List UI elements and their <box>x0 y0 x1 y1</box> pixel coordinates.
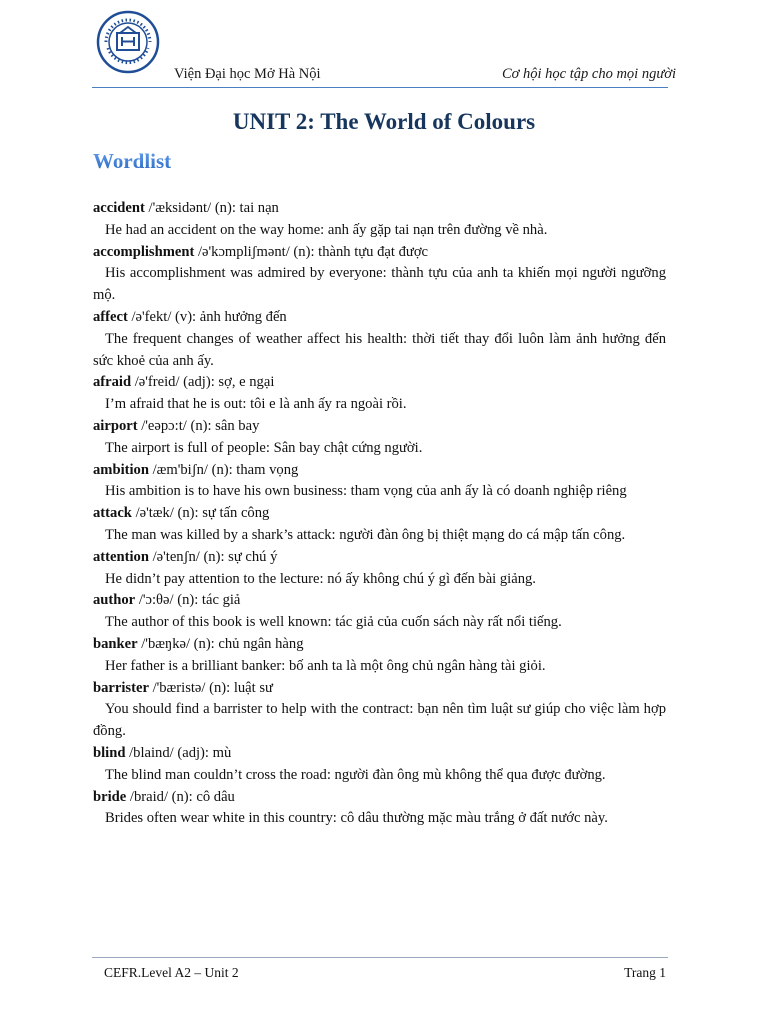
entry-example: Brides often wear white in this country: cô dâu thường mặc màu trắng ở đất nước này. <box>105 810 608 827</box>
vocab-entry <box>93 678 666 743</box>
institution-name: Viện Đại học Mở Hà Nội <box>174 66 321 82</box>
entry-headline <box>93 307 666 329</box>
entry-example: He didn’t pay attention to the lecture: nó ấy không chú ý gì đến bài giảng. <box>105 570 536 587</box>
page-number: Trang 1 <box>624 965 666 980</box>
entry-definition: /ə'kɔmpliʃmənt/ (n): thành tựu đạt được <box>194 243 429 260</box>
entry-word: ambition <box>93 461 149 478</box>
entry-headline <box>93 198 666 220</box>
entry-example: The frequent changes of weather affect his health: thời tiết thay đổi luôn làm ảnh hưởng đến sức khoẻ của anh ấy. <box>93 330 666 369</box>
entry-definition: /braid/ (n): cô dâu <box>126 788 235 805</box>
entry-word: accomplishment <box>93 243 195 260</box>
entry-headline <box>93 372 666 394</box>
entry-definition: /'ɔ:θə/ (n): tác giả <box>135 592 241 609</box>
entry-definition: /'bæŋkə/ (n): chủ ngân hàng <box>137 635 304 652</box>
entry-example: You should find a barrister to help with the contract: bạn nên tìm luật sư giúp cho việc làm hợp đồng. <box>93 701 666 740</box>
entry-word: affect <box>93 308 128 325</box>
vocab-entry <box>93 634 666 678</box>
entry-example: Her father is a brilliant banker: bố anh ta là một ông chủ ngân hàng tài giỏi. <box>105 657 546 674</box>
entry-word: afraid <box>93 374 132 391</box>
header-divider <box>92 87 668 88</box>
entry-example: The man was killed by a shark’s attack: người đàn ông bị thiệt mạng do cá mập tấn công. <box>105 526 626 543</box>
vocab-entry <box>93 460 666 504</box>
university-logo <box>96 10 160 74</box>
entry-definition: /æm'biʃn/ (n): tham vọng <box>148 461 299 478</box>
entry-definition: /ə'tæk/ (n): sự tấn công <box>131 505 270 522</box>
entry-word: banker <box>93 635 138 652</box>
page-title: UNIT 2: The World of Colours <box>232 109 536 134</box>
entry-headline <box>93 242 666 264</box>
entry-example: His accomplishment was admired by everyone: thành tựu của anh ta khiến mọi người ngưỡng mộ. <box>93 265 666 304</box>
entry-definition: /ə'fekt/ (v): ảnh hưởng đến <box>127 308 287 325</box>
section-heading: Wordlist <box>93 146 171 176</box>
entry-example: He had an accident on the way home: anh ấy gặp tai nạn trên đường về nhà. <box>105 221 548 238</box>
vocab-entry <box>93 198 666 242</box>
vocab-entry <box>93 787 666 831</box>
entry-definition: /blaind/ (adj): mù <box>125 744 232 761</box>
entry-word: bride <box>93 788 127 805</box>
entry-example: The blind man couldn’t cross the road: người đàn ông mù không thể qua được đường. <box>105 766 606 783</box>
entry-headline <box>93 460 666 482</box>
vocab-entry <box>93 307 666 372</box>
entry-example: The airport is full of people: Sân bay chật cứng người. <box>105 439 423 456</box>
entry-word: airport <box>93 417 138 434</box>
vocab-entry <box>93 547 666 591</box>
entry-word: barrister <box>93 679 149 696</box>
vocab-entry <box>93 503 666 547</box>
entry-word: blind <box>93 744 126 761</box>
entry-headline <box>93 678 666 700</box>
entry-headline <box>93 787 666 809</box>
university-seal-icon <box>96 10 160 74</box>
entry-example: The author of this book is well known: tác giả của cuốn sách này rất nổi tiếng. <box>105 614 562 631</box>
entry-headline <box>93 416 666 438</box>
entry-headline <box>93 590 666 612</box>
entry-example: I’m afraid that he is out: tôi e là anh ấy ra ngoài rồi. <box>105 396 407 413</box>
entry-word: attention <box>93 548 149 565</box>
vocab-entry <box>93 590 666 634</box>
header-slogan: Cơ hội học tập cho mọi người <box>501 66 676 82</box>
entry-definition: /ə'tenʃn/ (n): sự chú ý <box>148 548 278 565</box>
entry-definition: /ə'freid/ (adj): sợ, e ngại <box>131 374 275 391</box>
vocab-entry <box>93 242 666 307</box>
entry-headline <box>93 503 666 525</box>
entry-headline <box>93 743 666 765</box>
vocab-entry <box>93 372 666 416</box>
footer-divider <box>92 957 668 958</box>
vocab-entry <box>93 416 666 460</box>
entry-headline <box>93 634 666 656</box>
entry-word: accident <box>93 200 145 216</box>
entry-word: author <box>93 592 136 609</box>
entry-definition: /'eəpɔ:t/ (n): sân bay <box>137 417 260 434</box>
wordlist <box>93 198 666 830</box>
entry-definition: /'æksidənt/ (n): tai nạn <box>144 200 279 216</box>
vocab-entry <box>93 743 666 787</box>
entry-definition: /'bæristə/ (n): luật sư <box>148 679 273 696</box>
entry-headline <box>93 547 666 569</box>
entry-example: His ambition is to have his own business: tham vọng của anh ấy là có doanh nghiệp riêng <box>105 483 627 500</box>
entry-word: attack <box>93 505 132 522</box>
footer-course-label: CEFR.Level A2 – Unit 2 <box>104 965 239 980</box>
